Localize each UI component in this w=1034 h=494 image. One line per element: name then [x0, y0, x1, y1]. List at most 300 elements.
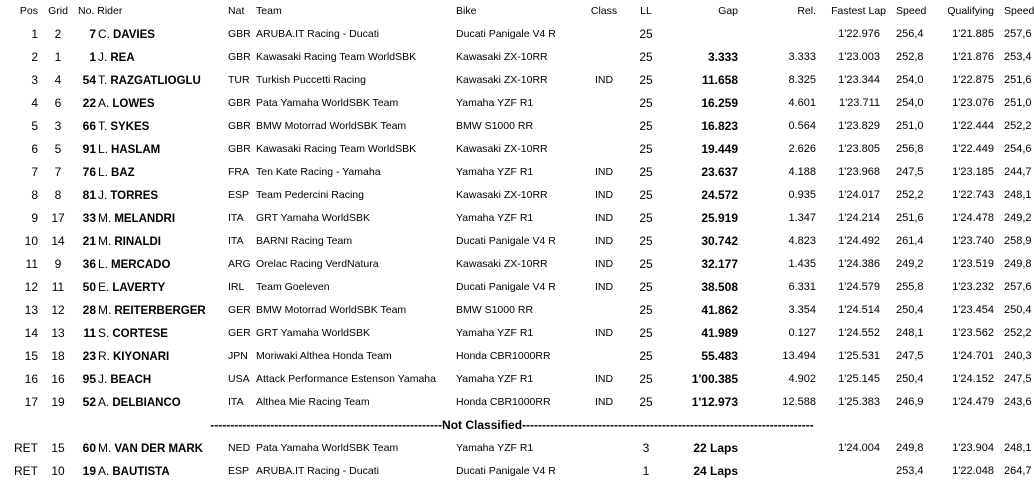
cell-pos: 6 [31, 141, 38, 156]
cell-laps: 25 [639, 371, 653, 386]
header-qualifying: Qualifying [947, 5, 995, 17]
cell-number: 11 [83, 325, 96, 340]
cell-gap: 19.449 [701, 141, 739, 156]
cell-bike: Yamaha YZF R1 [456, 96, 534, 109]
cell-number: 60 [82, 440, 96, 455]
cell-number: 28 [82, 302, 96, 317]
rider-surname: DAVIES [113, 28, 155, 41]
cell-team: Kawasaki Racing Team WorldSBK [256, 142, 417, 155]
result-row [0, 321, 1024, 344]
cell-rel [744, 436, 822, 459]
cell-rel: 0.127 [788, 326, 817, 339]
cell-qual-speed: 252,2 [1004, 326, 1032, 339]
cell-bike: Honda CBR1000RR [456, 395, 551, 408]
rider-initial: M. [98, 210, 112, 225]
result-row [0, 114, 1024, 137]
cell-qual-speed: 249,2 [1004, 211, 1032, 224]
cell-qualifying: 1'23.454 [952, 303, 995, 316]
cell-speed: 247,5 [896, 349, 924, 362]
cell-nat: ESP [228, 188, 250, 201]
rider-surname: REITERBERGER [114, 304, 206, 317]
cell-team: Pata Yamaha WorldSBK Team [256, 441, 399, 454]
rider-initial: A. [98, 95, 110, 110]
cell-nat: ESP [228, 464, 250, 477]
cell-rel [744, 459, 822, 482]
result-row [0, 91, 1024, 114]
cell-laps: 25 [639, 233, 653, 248]
cell-qualifying: 1'23.076 [952, 96, 995, 109]
cell-speed: 250,4 [896, 303, 924, 316]
cell-speed: 252,8 [896, 50, 924, 63]
cell-pos: 10 [24, 233, 38, 248]
cell-rider [98, 252, 226, 275]
cell-laps: 25 [639, 256, 653, 271]
cell-rel: 12.588 [782, 395, 817, 408]
cell-nat: GER [228, 303, 251, 316]
table-header [0, 0, 1034, 22]
cell-rel: 6.331 [788, 280, 817, 293]
cell-bike: Kawasaki ZX-10RR [456, 257, 548, 270]
cell-pos: 2 [31, 49, 38, 64]
cell-class: IND [594, 280, 614, 293]
cell-grid: 13 [51, 325, 65, 340]
cell-grid: 12 [51, 302, 65, 317]
cell-class: IND [594, 188, 614, 201]
cell-speed: 249,8 [896, 441, 924, 454]
rider-initial: L. [98, 164, 109, 179]
rider-initial: T. [98, 72, 108, 87]
cell-grid: 16 [51, 371, 65, 386]
rider-initial: J. [98, 49, 108, 64]
cell-number: 50 [82, 279, 96, 294]
cell-laps: 25 [639, 49, 653, 64]
rider-initial: J. [98, 371, 108, 386]
cell-qual-speed: 264,7 [1004, 464, 1032, 477]
cell-class [582, 114, 626, 137]
header-bike: Bike [456, 5, 477, 17]
cell-rel: 1.347 [788, 211, 817, 224]
cell-class: IND [594, 326, 614, 339]
result-row [0, 206, 1024, 229]
cell-rel: 4.188 [788, 165, 817, 178]
not-classified-rows [0, 436, 1032, 482]
header-grid: Grid [48, 5, 68, 17]
cell-speed: 256,8 [896, 142, 924, 155]
cell-gap: 23.637 [701, 164, 739, 179]
result-row [0, 183, 1024, 206]
rider-initial: A. [98, 394, 110, 409]
cell-qual-speed: 258,9 [1004, 234, 1032, 247]
cell-qual-speed: 249,8 [1004, 257, 1032, 270]
cell-grid: 10 [51, 463, 65, 478]
rider-surname: LAVERTY [112, 281, 166, 294]
cell-speed: 251,6 [896, 211, 924, 224]
rider-initial: L. [98, 141, 109, 156]
cell-qualifying: 1'23.232 [952, 280, 995, 293]
cell-qual-speed: 248,1 [1004, 441, 1032, 454]
cell-class: IND [594, 73, 614, 86]
cell-bike: Honda CBR1000RR [456, 349, 551, 362]
cell-laps: 25 [639, 210, 653, 225]
cell-gap: 55.483 [701, 348, 739, 363]
cell-rel: 4.902 [788, 372, 817, 385]
cell-nat: ITA [228, 395, 244, 408]
cell-gap: 3.333 [707, 49, 739, 64]
cell-gap: 25.919 [701, 210, 739, 225]
header-gap: Gap [718, 5, 739, 17]
cell-gap: 38.508 [701, 279, 739, 294]
not-classified-row [0, 459, 1024, 482]
cell-fastest-lap: 1'24.017 [838, 188, 881, 201]
cell-gap: 1'12.973 [691, 394, 739, 409]
header-speed: Speed [896, 5, 927, 17]
cell-number: 21 [82, 233, 96, 248]
cell-speed: 249,2 [896, 257, 924, 270]
cell-pos: 3 [31, 72, 38, 87]
cell-laps: 3 [642, 440, 650, 455]
cell-nat: IRL [228, 280, 245, 293]
cell-qual-speed: 251,6 [1004, 73, 1032, 86]
cell-qualifying: 1'21.876 [952, 50, 995, 63]
rider-surname: BEACH [110, 373, 152, 386]
rider-surname: BAZ [111, 166, 135, 179]
result-row [0, 137, 1024, 160]
cell-rel: 4.601 [788, 96, 817, 109]
cell-speed: 254,0 [896, 73, 924, 86]
rider-surname: BAUTISTA [112, 465, 170, 478]
rider-initial: R. [98, 348, 110, 363]
cell-pos: 17 [24, 394, 38, 409]
rider-surname: TORRES [110, 189, 159, 202]
cell-gap: 22 Laps [693, 440, 739, 455]
cell-speed: 251,0 [896, 119, 924, 132]
cell-qual-speed: 252,2 [1004, 119, 1032, 132]
cell-speed: 246,9 [896, 395, 924, 408]
cell-qualifying: 1'24.479 [952, 395, 995, 408]
cell-class: IND [594, 234, 614, 247]
cell-rider [98, 22, 226, 45]
cell-laps: 25 [639, 348, 653, 363]
separator-left-dashes: ---------------------------------------------------------- [210, 417, 443, 432]
cell-rel: 3.354 [788, 303, 817, 316]
rider-surname: LOWES [112, 97, 155, 110]
cell-nat: JPN [228, 349, 248, 362]
cell-fastest-lap: 1'24.579 [838, 280, 881, 293]
cell-gap: 24 Laps [693, 463, 739, 478]
cell-nat: GBR [228, 142, 251, 155]
cell-number: 76 [82, 164, 96, 179]
result-row [0, 22, 1024, 45]
cell-class: IND [594, 257, 614, 270]
cell-bike: Kawasaki ZX-10RR [456, 142, 548, 155]
cell-fastest-lap: 1'24.514 [838, 303, 881, 316]
header-class: Class [590, 5, 618, 17]
cell-qualifying: 1'22.444 [952, 119, 995, 132]
cell-rider [98, 344, 226, 367]
header-ll: LL [640, 5, 652, 17]
cell-grid: 3 [54, 118, 62, 133]
cell-class [582, 137, 626, 160]
cell-nat: GBR [228, 119, 251, 132]
cell-team: Attack Performance Estenson Yamaha [256, 372, 436, 385]
cell-pos: 15 [24, 348, 38, 363]
cell-bike: Yamaha YZF R1 [456, 165, 534, 178]
result-row [0, 275, 1024, 298]
cell-pos: 12 [24, 279, 38, 294]
cell-laps: 25 [639, 26, 653, 41]
cell-rider [98, 390, 226, 413]
cell-fastest-lap: 1'24.552 [838, 326, 881, 339]
cell-speed: 261,4 [896, 234, 924, 247]
result-row [0, 252, 1024, 275]
rider-initial: J. [98, 187, 108, 202]
separator-section [0, 413, 1024, 436]
cell-rider [98, 91, 226, 114]
cell-class [582, 459, 626, 482]
cell-rider [98, 45, 226, 68]
cell-qual-speed: 257,6 [1004, 280, 1032, 293]
cell-pos: RET [14, 440, 38, 455]
cell-qualifying: 1'23.562 [952, 326, 995, 339]
cell-fastest-lap: 1'22.976 [838, 27, 881, 40]
cell-speed: 252,2 [896, 188, 924, 201]
cell-speed: 248,1 [896, 326, 924, 339]
cell-number: 33 [82, 210, 96, 225]
cell-gap: 32.177 [701, 256, 739, 271]
cell-qualifying: 1'24.152 [952, 372, 995, 385]
cell-team: Moriwaki Althea Honda Team [256, 349, 392, 362]
cell-class: IND [594, 372, 614, 385]
cell-nat: GBR [228, 27, 251, 40]
cell-bike: Yamaha YZF R1 [456, 372, 534, 385]
cell-speed: 250,4 [896, 372, 924, 385]
rider-initial: T. [98, 118, 108, 133]
cell-number: 23 [82, 348, 96, 363]
cell-grid: 17 [51, 210, 65, 225]
rider-initial: M. [98, 440, 112, 455]
cell-rel: 1.435 [788, 257, 817, 270]
cell-grid: 11 [51, 279, 65, 294]
cell-bike: Ducati Panigale V4 R [456, 464, 556, 477]
cell-pos: 14 [24, 325, 38, 340]
cell-speed: 253,4 [896, 464, 924, 477]
cell-qualifying: 1'23.519 [952, 257, 995, 270]
cell-grid: 19 [51, 394, 65, 409]
cell-rel: 13.494 [782, 349, 817, 362]
cell-nat: NED [228, 441, 251, 454]
cell-class [582, 344, 626, 367]
cell-team: BMW Motorrad WorldSBK Team [256, 303, 407, 316]
cell-laps: 25 [639, 118, 653, 133]
rider-initial: C. [98, 26, 110, 41]
cell-rider [98, 436, 226, 459]
rider-surname: HASLAM [111, 143, 161, 156]
rider-surname: VAN DER MARK [114, 442, 203, 455]
cell-pos: RET [14, 463, 38, 478]
cell-qualifying: 1'22.048 [952, 464, 995, 477]
cell-qual-speed: 247,5 [1004, 372, 1032, 385]
cell-rider [98, 275, 226, 298]
cell-pos: 13 [24, 302, 38, 317]
cell-rider [98, 459, 226, 482]
cell-grid: 1 [54, 49, 62, 64]
cell-gap: 11.658 [701, 72, 739, 87]
cell-number: 54 [82, 72, 96, 87]
cell-bike: Kawasaki ZX-10RR [456, 50, 548, 63]
cell-class [582, 22, 626, 45]
header-nat: Nat [228, 5, 245, 17]
cell-fastest-lap: 1'23.003 [838, 50, 881, 63]
cell-team: ARUBA.IT Racing - Ducati [256, 464, 379, 477]
cell-qual-speed: 250,4 [1004, 303, 1032, 316]
cell-class: IND [594, 165, 614, 178]
cell-class [582, 91, 626, 114]
cell-qual-speed: 253,4 [1004, 50, 1032, 63]
cell-grid: 18 [51, 348, 65, 363]
cell-nat: ITA [228, 234, 244, 247]
cell-team: Ten Kate Racing - Yamaha [256, 165, 381, 178]
cell-qual-speed: 248,1 [1004, 188, 1032, 201]
cell-fastest-lap: 1'23.829 [838, 119, 881, 132]
cell-number: 19 [82, 463, 96, 478]
cell-fastest-lap: 1'23.711 [838, 96, 881, 109]
cell-bike: Yamaha YZF R1 [456, 441, 534, 454]
cell-bike: Ducati Panigale V4 R [456, 234, 556, 247]
cell-speed: 255,8 [896, 280, 924, 293]
rider-surname: CORTESE [112, 327, 168, 340]
rider-surname: RINALDI [114, 235, 161, 248]
result-row [0, 229, 1024, 252]
cell-grid: 8 [54, 187, 62, 202]
cell-number: 52 [82, 394, 96, 409]
rider-initial: A. [98, 463, 110, 478]
cell-rider [98, 114, 226, 137]
cell-number: 95 [82, 371, 96, 386]
cell-pos: 7 [31, 164, 38, 179]
cell-grid: 4 [54, 72, 62, 87]
cell-qualifying: 1'23.185 [952, 165, 995, 178]
cell-team: Pata Yamaha WorldSBK Team [256, 96, 399, 109]
rider-initial: E. [98, 279, 110, 294]
cell-rider [98, 206, 226, 229]
cell-rider [98, 183, 226, 206]
cell-nat: ARG [228, 257, 251, 270]
cell-gap: 30.742 [701, 233, 739, 248]
cell-grid: 14 [51, 233, 65, 248]
cell-qual-speed: 244,7 [1004, 165, 1032, 178]
cell-number: 81 [82, 187, 96, 202]
cell-laps: 25 [639, 325, 653, 340]
cell-fastest-lap: 1'24.386 [838, 257, 881, 270]
cell-fastest-lap: 1'24.004 [838, 441, 881, 454]
cell-team: Turkish Puccetti Racing [256, 73, 366, 86]
cell-team: BARNI Racing Team [256, 234, 353, 247]
cell-qual-speed: 251,0 [1004, 96, 1032, 109]
cell-bike: BMW S1000 RR [456, 119, 534, 132]
cell-qual-speed: 240,3 [1004, 349, 1032, 362]
classified-rows [0, 22, 1032, 413]
cell-nat: TUR [228, 73, 250, 86]
cell-rel: 0.935 [788, 188, 817, 201]
result-row [0, 390, 1024, 413]
cell-qualifying: 1'21.885 [952, 27, 995, 40]
cell-pos: 9 [31, 210, 38, 225]
cell-team: GRT Yamaha WorldSBK [256, 326, 371, 339]
cell-laps: 1 [642, 463, 650, 478]
cell-class [582, 298, 626, 321]
cell-rider [98, 298, 226, 321]
cell-fastest-lap: 1'23.805 [838, 142, 881, 155]
cell-rel: 3.333 [788, 50, 817, 63]
cell-qualifying: 1'24.701 [952, 349, 995, 362]
cell-team: Orelac Racing VerdNatura [256, 257, 379, 270]
rider-surname: MELANDRI [114, 212, 176, 225]
header-fastest-lap: Fastest Lap [831, 5, 887, 17]
cell-laps: 25 [639, 394, 653, 409]
cell-fastest-lap: 1'25.531 [838, 349, 881, 362]
cell-nat: ITA [228, 211, 244, 224]
cell-laps: 25 [639, 279, 653, 294]
cell-gap: 16.259 [701, 95, 739, 110]
not-classified-separator [0, 413, 1024, 436]
cell-rel: 0.564 [788, 119, 817, 132]
cell-number: 22 [82, 95, 96, 110]
cell-nat: USA [228, 372, 250, 385]
cell-fastest-lap: 1'23.968 [838, 165, 881, 178]
cell-pos: 11 [25, 256, 38, 271]
cell-fastest-lap: 1'24.492 [838, 234, 881, 247]
cell-bike: Yamaha YZF R1 [456, 326, 534, 339]
cell-class [582, 45, 626, 68]
cell-rider [98, 229, 226, 252]
cell-grid: 7 [54, 164, 62, 179]
cell-speed: 254,0 [896, 96, 924, 109]
cell-gap: 41.989 [701, 325, 739, 340]
cell-nat: GER [228, 326, 251, 339]
cell-rider [98, 367, 226, 390]
cell-qualifying: 1'23.904 [952, 441, 995, 454]
cell-qual-speed: 243,6 [1004, 395, 1032, 408]
cell-class: IND [594, 211, 614, 224]
cell-laps: 25 [639, 72, 653, 87]
cell-pos: 16 [24, 371, 38, 386]
cell-nat: GBR [228, 50, 251, 63]
cell-rel: 2.626 [788, 142, 817, 155]
cell-bike: Kawasaki ZX-10RR [456, 188, 548, 201]
header-no-rider: No. Rider [78, 5, 123, 17]
rider-surname: MERCADO [111, 258, 171, 271]
cell-rider [98, 68, 226, 91]
cell-bike: Ducati Panigale V4 R [456, 280, 556, 293]
header-pos: Pos [19, 5, 38, 17]
cell-number: 7 [89, 26, 96, 41]
cell-pos: 8 [31, 187, 38, 202]
cell-qualifying: 1'24.478 [952, 211, 995, 224]
rider-surname: KIYONARI [113, 350, 170, 363]
cell-class [582, 436, 626, 459]
cell-laps: 25 [639, 187, 653, 202]
header-team: Team [256, 5, 282, 17]
header-rel: Rel. [797, 5, 817, 17]
cell-speed: 247,5 [896, 165, 924, 178]
cell-nat: GBR [228, 96, 251, 109]
cell-fastest-lap [822, 459, 892, 482]
cell-laps: 25 [639, 164, 653, 179]
cell-team: BMW Motorrad WorldSBK Team [256, 119, 407, 132]
cell-number: 36 [82, 256, 96, 271]
cell-grid: 2 [54, 26, 62, 41]
cell-laps: 25 [639, 141, 653, 156]
